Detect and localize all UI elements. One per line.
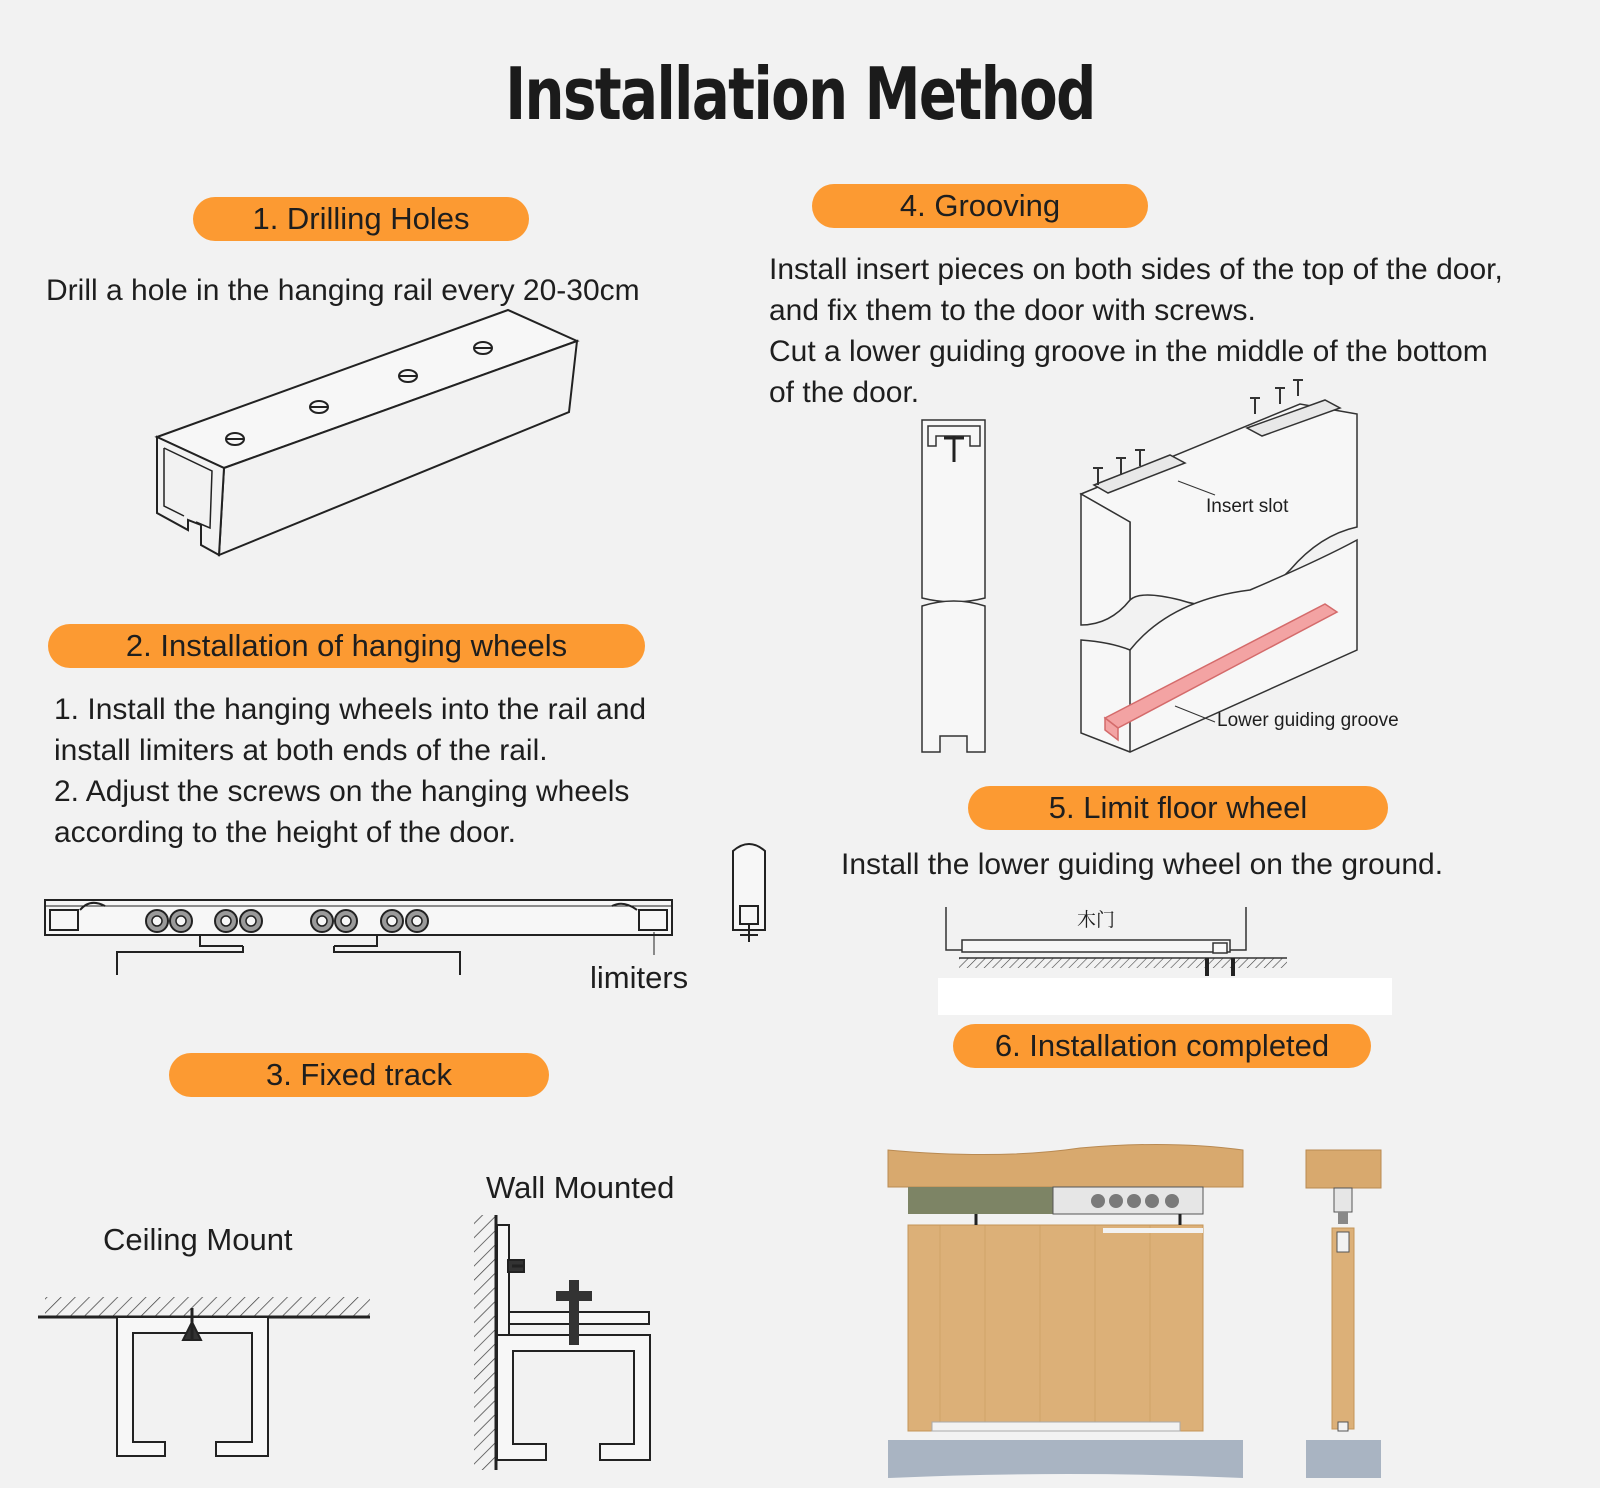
step-2-text-line-3: 2. Adjust the screws on the hanging wheels [54, 775, 630, 808]
limiters-label: limiters [590, 960, 689, 995]
step-2-label: 2. Installation of hanging wheels [48, 624, 645, 668]
step-5-label: 5. Limit floor wheel [968, 786, 1388, 830]
step-4-text-line-4: of the door. [769, 376, 920, 409]
wooden-door-label: 木门 [1077, 910, 1116, 931]
ceiling-mount-label: Ceiling Mount [103, 1222, 293, 1257]
step-5-text: Install the lower guiding wheel on the ground. [841, 848, 1444, 881]
step-4-text-line-1: Install insert pieces on both sides of the top of the door, [769, 253, 1503, 286]
step-6-label: 6. Installation completed [953, 1024, 1371, 1068]
lower-guiding-groove-label: Lower guiding groove [1217, 710, 1399, 731]
page-title: Installation Method [505, 52, 1095, 136]
step-2-text-line-4: according to the height of the door. [54, 816, 516, 849]
step-4-text-line-3: Cut a lower guiding groove in the middle of the bottom [769, 335, 1488, 368]
wall-mounted-label: Wall Mounted [486, 1170, 675, 1205]
step-2-text-line-1: 1. Install the hanging wheels into the rail and [54, 693, 647, 726]
step-2-text-line-2: install limiters at both ends of the rail. [54, 734, 548, 767]
step-3-label: 3. Fixed track [169, 1053, 549, 1097]
step-1-label: 1. Drilling Holes [193, 197, 529, 241]
insert-slot-label: Insert slot [1206, 496, 1289, 517]
step-4-label: 4. Grooving [812, 184, 1148, 228]
step-1-text: Drill a hole in the hanging rail every 20-30cm [46, 274, 640, 307]
step-4-text-line-2: and fix them to the door with screws. [769, 294, 1256, 327]
